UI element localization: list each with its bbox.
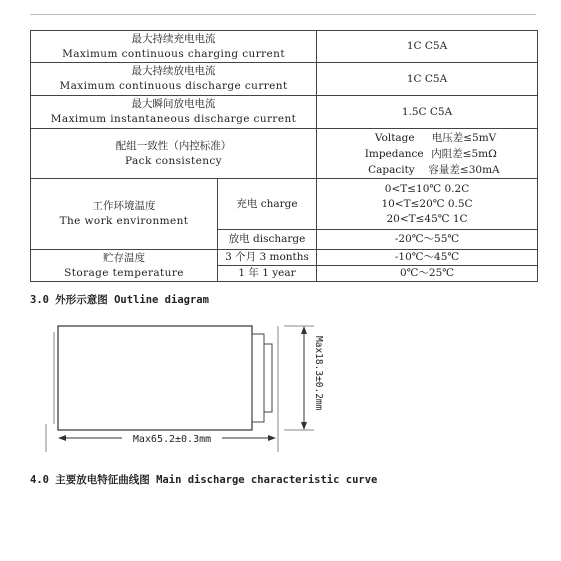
storage-label: 贮存温度 Storage temperature xyxy=(31,250,218,282)
length-label: Max65.2±0.3mm xyxy=(132,434,212,445)
cell-body xyxy=(58,326,252,430)
max-charge-value: 1C C5A xyxy=(317,31,538,63)
outline-heading: 3.0 外形示意图 Outline diagram xyxy=(30,294,209,306)
consistency-capacity: Capacity 容量差≤30mA xyxy=(368,163,500,176)
storage-period-1-year: 1 年 1 year xyxy=(218,266,317,282)
discharge-curve-heading: 4.0 主要放电特征曲线图 Main discharge characteristic curve xyxy=(30,474,378,486)
outline-diagram xyxy=(40,320,330,460)
table-row-consistency xyxy=(31,129,538,179)
diameter-label: Max18.3±0.2mm xyxy=(313,336,324,411)
arrow-right-icon xyxy=(268,435,276,441)
storage-range-1-year: 0℃～25℃ xyxy=(317,266,538,282)
table-row-environment-charge xyxy=(31,179,538,230)
terminal-cap-inner xyxy=(264,344,272,412)
consistency-impedance: Impedance 内阻差≤5mΩ xyxy=(364,147,497,160)
environment-label: 工作环境温度 The work environment xyxy=(31,179,218,250)
table-row-storage-3-months xyxy=(31,250,538,266)
arrow-down-icon xyxy=(301,422,307,430)
instant-discharge-label: 最大瞬间放电电流 Maximum instantaneous discharge current xyxy=(31,96,317,129)
arrow-left-icon xyxy=(58,435,66,441)
consistency-values xyxy=(317,129,538,179)
storage-period-3-months: 3 个月 3 months xyxy=(218,250,317,266)
max-discharge-value: 1C C5A xyxy=(317,63,538,96)
table-row-max-charge xyxy=(31,31,538,63)
spec-table xyxy=(30,30,538,282)
page-top-rule xyxy=(30,14,536,15)
max-charge-label: 最大持续充电电流 Maximum continuous charging current xyxy=(31,31,317,63)
arrow-up-icon xyxy=(301,326,307,334)
consistency-voltage: Voltage 电压差≤5mV xyxy=(374,131,497,144)
charge-ranges: 0<T≤10℃ 0.2C 10<T≤20℃ 0.5C 20<T≤45℃ 1C xyxy=(317,179,538,230)
consistency-label: 配组一致性（内控标准） Pack consistency xyxy=(31,129,317,179)
discharge-label: 放电 discharge xyxy=(218,230,317,250)
charge-label: 充电 charge xyxy=(218,179,317,230)
storage-range-3-months: -10℃～45℃ xyxy=(317,250,538,266)
terminal-cap-outer xyxy=(252,334,264,422)
discharge-range: -20℃～55℃ xyxy=(317,230,538,250)
table-row-max-discharge xyxy=(31,63,538,96)
instant-discharge-value: 1.5C C5A xyxy=(317,96,538,129)
max-discharge-label: 最大持续放电电流 Maximum continuous discharge current xyxy=(31,63,317,96)
table-row-instant-discharge xyxy=(31,96,538,129)
